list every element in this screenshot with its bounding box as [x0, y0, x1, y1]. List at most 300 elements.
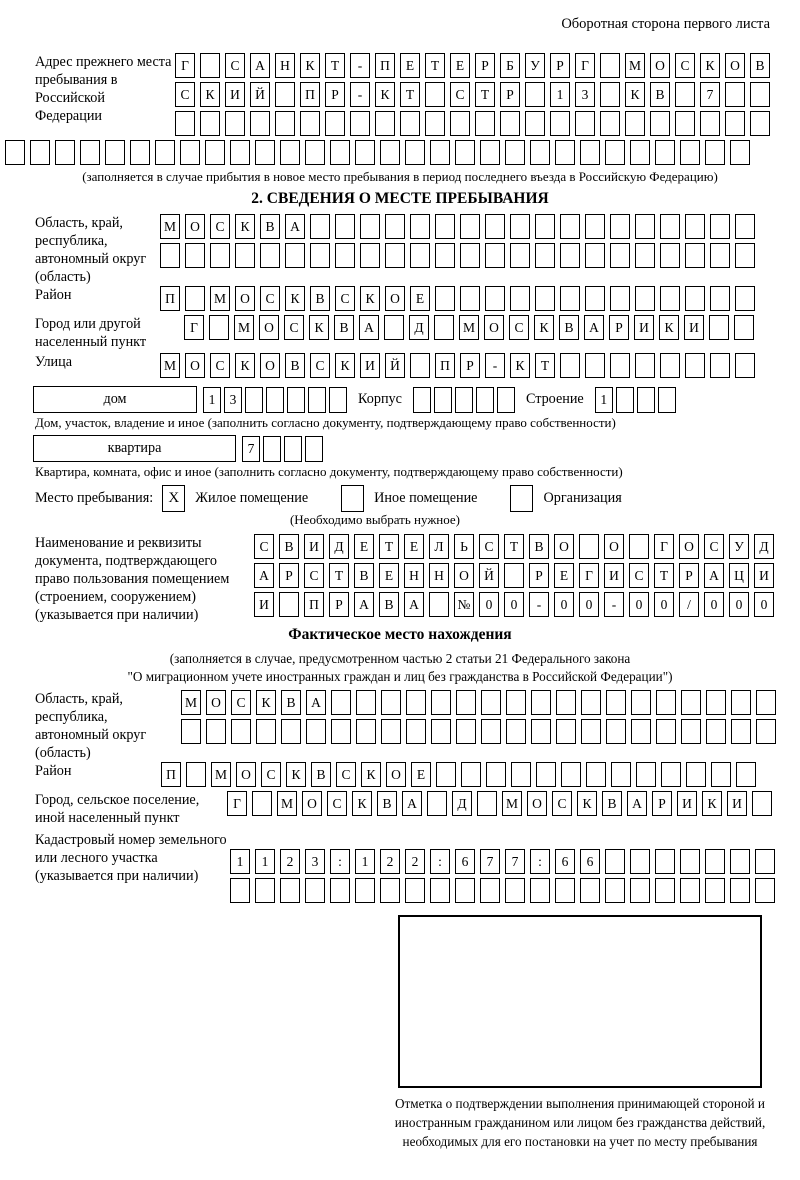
char-cell[interactable]: Е [410, 286, 430, 311]
char-cell[interactable] [331, 719, 351, 744]
char-cell[interactable] [705, 878, 725, 903]
char-cell[interactable] [497, 387, 515, 413]
char-cell[interactable] [450, 111, 470, 136]
char-cell[interactable]: К [235, 353, 255, 378]
char-cell[interactable] [425, 82, 445, 107]
organization-checkbox[interactable] [510, 485, 533, 512]
char-cell[interactable] [531, 719, 551, 744]
char-cell[interactable]: Г [579, 563, 599, 588]
char-cell[interactable] [505, 878, 525, 903]
char-cell[interactable] [685, 286, 705, 311]
char-cell[interactable]: 1 [230, 849, 250, 874]
char-cell[interactable]: С [210, 214, 230, 239]
char-cell[interactable]: Р [475, 53, 495, 78]
char-cell[interactable]: А [250, 53, 270, 78]
char-cell[interactable]: В [334, 315, 354, 340]
char-cell[interactable]: Д [329, 534, 349, 559]
char-cell[interactable] [605, 849, 625, 874]
char-cell[interactable] [455, 878, 475, 903]
char-cell[interactable]: 1 [255, 849, 275, 874]
char-cell[interactable] [185, 243, 205, 268]
char-cell[interactable]: Е [354, 534, 374, 559]
char-cell[interactable]: И [634, 315, 654, 340]
char-cell[interactable] [504, 563, 524, 588]
char-cell[interactable] [600, 82, 620, 107]
char-cell[interactable]: К [285, 286, 305, 311]
char-cell[interactable] [710, 214, 730, 239]
char-cell[interactable]: А [402, 791, 422, 816]
char-cell[interactable] [560, 243, 580, 268]
char-cell[interactable]: П [300, 82, 320, 107]
char-cell[interactable] [658, 387, 676, 413]
char-cell[interactable] [680, 849, 700, 874]
char-cell[interactable]: У [525, 53, 545, 78]
char-cell[interactable] [300, 111, 320, 136]
char-cell[interactable]: 6 [455, 849, 475, 874]
char-cell[interactable]: К [702, 791, 722, 816]
char-cell[interactable]: 0 [729, 592, 749, 617]
char-cell[interactable] [305, 436, 323, 462]
char-cell[interactable] [625, 111, 645, 136]
char-cell[interactable]: О [484, 315, 504, 340]
char-cell[interactable] [560, 214, 580, 239]
char-cell[interactable]: К [300, 53, 320, 78]
char-cell[interactable] [637, 387, 655, 413]
char-cell[interactable]: Т [475, 82, 495, 107]
char-cell[interactable]: Е [411, 762, 431, 787]
char-cell[interactable] [385, 243, 405, 268]
char-cell[interactable]: С [310, 353, 330, 378]
char-cell[interactable]: Р [652, 791, 672, 816]
char-cell[interactable]: Р [679, 563, 699, 588]
char-cell[interactable]: С [304, 563, 324, 588]
char-cell[interactable]: Ь [454, 534, 474, 559]
char-cell[interactable] [635, 243, 655, 268]
char-cell[interactable]: В [379, 592, 399, 617]
char-cell[interactable] [575, 111, 595, 136]
char-cell[interactable] [310, 243, 330, 268]
char-cell[interactable]: 2 [405, 849, 425, 874]
char-cell[interactable] [581, 690, 601, 715]
char-cell[interactable]: М [160, 353, 180, 378]
char-cell[interactable]: В [260, 214, 280, 239]
char-cell[interactable]: Е [400, 53, 420, 78]
char-cell[interactable] [385, 214, 405, 239]
char-cell[interactable] [410, 214, 430, 239]
char-cell[interactable] [610, 353, 630, 378]
char-cell[interactable]: Р [325, 82, 345, 107]
char-cell[interactable]: О [206, 690, 226, 715]
char-cell[interactable]: Р [500, 82, 520, 107]
char-cell[interactable]: К [200, 82, 220, 107]
char-cell[interactable] [485, 214, 505, 239]
char-cell[interactable]: М [459, 315, 479, 340]
char-cell[interactable] [685, 214, 705, 239]
char-cell[interactable] [561, 762, 581, 787]
char-cell[interactable] [525, 111, 545, 136]
char-cell[interactable] [506, 690, 526, 715]
char-cell[interactable] [610, 214, 630, 239]
char-cell[interactable]: Й [479, 563, 499, 588]
char-cell[interactable] [630, 849, 650, 874]
char-cell[interactable] [600, 53, 620, 78]
char-cell[interactable] [585, 243, 605, 268]
char-cell[interactable]: А [359, 315, 379, 340]
char-cell[interactable] [735, 353, 755, 378]
char-cell[interactable] [685, 243, 705, 268]
char-cell[interactable] [355, 878, 375, 903]
char-cell[interactable] [435, 214, 455, 239]
char-cell[interactable]: О [725, 53, 745, 78]
char-cell[interactable] [350, 111, 370, 136]
char-cell[interactable] [511, 762, 531, 787]
char-cell[interactable]: Д [452, 791, 472, 816]
char-cell[interactable]: О [185, 353, 205, 378]
char-cell[interactable] [710, 286, 730, 311]
char-cell[interactable] [130, 140, 150, 165]
char-cell[interactable]: О [386, 762, 406, 787]
char-cell[interactable] [431, 690, 451, 715]
char-cell[interactable]: О [236, 762, 256, 787]
char-cell[interactable]: 3 [575, 82, 595, 107]
char-cell[interactable] [431, 719, 451, 744]
char-cell[interactable] [255, 140, 275, 165]
char-cell[interactable] [435, 243, 455, 268]
char-cell[interactable]: В [281, 690, 301, 715]
char-cell[interactable] [335, 214, 355, 239]
char-cell[interactable] [380, 878, 400, 903]
char-cell[interactable] [155, 140, 175, 165]
char-cell[interactable]: С [336, 762, 356, 787]
char-cell[interactable]: О [302, 791, 322, 816]
char-cell[interactable] [735, 286, 755, 311]
char-cell[interactable] [486, 762, 506, 787]
char-cell[interactable] [631, 719, 651, 744]
char-cell[interactable]: С [210, 353, 230, 378]
char-cell[interactable] [335, 243, 355, 268]
char-cell[interactable]: В [354, 563, 374, 588]
char-cell[interactable] [605, 140, 625, 165]
char-cell[interactable]: С [479, 534, 499, 559]
char-cell[interactable] [260, 243, 280, 268]
char-cell[interactable] [630, 140, 650, 165]
char-cell[interactable]: И [225, 82, 245, 107]
char-cell[interactable]: К [352, 791, 372, 816]
char-cell[interactable]: 3 [305, 849, 325, 874]
char-cell[interactable] [481, 719, 501, 744]
char-cell[interactable] [710, 243, 730, 268]
char-cell[interactable] [711, 762, 731, 787]
char-cell[interactable]: С [629, 563, 649, 588]
char-cell[interactable] [406, 719, 426, 744]
other-premises-checkbox[interactable] [341, 485, 364, 512]
char-cell[interactable] [200, 111, 220, 136]
char-cell[interactable] [206, 719, 226, 744]
char-cell[interactable] [181, 719, 201, 744]
char-cell[interactable]: С [225, 53, 245, 78]
char-cell[interactable]: П [304, 592, 324, 617]
char-cell[interactable]: 1 [595, 387, 613, 413]
char-cell[interactable] [427, 791, 447, 816]
char-cell[interactable] [629, 534, 649, 559]
char-cell[interactable]: Ц [729, 563, 749, 588]
char-cell[interactable] [700, 111, 720, 136]
char-cell[interactable] [680, 878, 700, 903]
char-cell[interactable]: 7 [480, 849, 500, 874]
char-cell[interactable] [610, 243, 630, 268]
char-cell[interactable]: Т [654, 563, 674, 588]
char-cell[interactable] [325, 111, 345, 136]
char-cell[interactable]: К [361, 762, 381, 787]
char-cell[interactable] [305, 878, 325, 903]
char-cell[interactable]: О [385, 286, 405, 311]
char-cell[interactable]: В [650, 82, 670, 107]
char-cell[interactable] [235, 243, 255, 268]
char-cell[interactable]: И [727, 791, 747, 816]
char-cell[interactable] [635, 286, 655, 311]
char-cell[interactable] [536, 762, 556, 787]
char-cell[interactable] [436, 762, 456, 787]
char-cell[interactable]: П [375, 53, 395, 78]
char-cell[interactable] [477, 791, 497, 816]
char-cell[interactable]: В [377, 791, 397, 816]
char-cell[interactable] [686, 762, 706, 787]
char-cell[interactable] [586, 762, 606, 787]
char-cell[interactable]: Т [400, 82, 420, 107]
char-cell[interactable] [555, 878, 575, 903]
char-cell[interactable] [405, 878, 425, 903]
char-cell[interactable] [330, 140, 350, 165]
char-cell[interactable] [655, 140, 675, 165]
char-cell[interactable] [410, 243, 430, 268]
char-cell[interactable] [675, 82, 695, 107]
char-cell[interactable] [635, 214, 655, 239]
char-cell[interactable]: В [602, 791, 622, 816]
char-cell[interactable] [510, 214, 530, 239]
char-cell[interactable] [230, 140, 250, 165]
char-cell[interactable] [581, 719, 601, 744]
char-cell[interactable] [330, 878, 350, 903]
char-cell[interactable] [660, 286, 680, 311]
char-cell[interactable]: - [350, 53, 370, 78]
char-cell[interactable] [252, 791, 272, 816]
char-cell[interactable] [381, 690, 401, 715]
char-cell[interactable] [275, 82, 295, 107]
char-cell[interactable]: К [375, 82, 395, 107]
char-cell[interactable] [660, 243, 680, 268]
char-cell[interactable] [585, 286, 605, 311]
char-cell[interactable] [250, 111, 270, 136]
char-cell[interactable] [650, 111, 670, 136]
char-cell[interactable] [730, 140, 750, 165]
char-cell[interactable] [660, 353, 680, 378]
char-cell[interactable] [610, 286, 630, 311]
char-cell[interactable]: Д [754, 534, 774, 559]
char-cell[interactable] [460, 286, 480, 311]
char-cell[interactable]: 0 [504, 592, 524, 617]
char-cell[interactable] [580, 878, 600, 903]
char-cell[interactable]: К [534, 315, 554, 340]
char-cell[interactable] [210, 243, 230, 268]
char-cell[interactable]: С [335, 286, 355, 311]
char-cell[interactable]: Й [250, 82, 270, 107]
char-cell[interactable] [631, 690, 651, 715]
char-cell[interactable]: А [584, 315, 604, 340]
char-cell[interactable] [460, 214, 480, 239]
char-cell[interactable]: И [360, 353, 380, 378]
char-cell[interactable] [255, 878, 275, 903]
char-cell[interactable]: В [279, 534, 299, 559]
char-cell[interactable]: А [254, 563, 274, 588]
char-cell[interactable]: Е [554, 563, 574, 588]
char-cell[interactable]: Н [275, 53, 295, 78]
char-cell[interactable] [434, 315, 454, 340]
char-cell[interactable]: Г [654, 534, 674, 559]
char-cell[interactable]: Н [404, 563, 424, 588]
char-cell[interactable] [413, 387, 431, 413]
char-cell[interactable] [460, 243, 480, 268]
char-cell[interactable]: - [485, 353, 505, 378]
char-cell[interactable]: К [510, 353, 530, 378]
char-cell[interactable]: О [260, 353, 280, 378]
char-cell[interactable] [186, 762, 206, 787]
char-cell[interactable] [585, 214, 605, 239]
char-cell[interactable] [556, 690, 576, 715]
char-cell[interactable]: О [527, 791, 547, 816]
char-cell[interactable] [185, 286, 205, 311]
char-cell[interactable] [287, 387, 305, 413]
char-cell[interactable]: М [181, 690, 201, 715]
char-cell[interactable]: С [260, 286, 280, 311]
char-cell[interactable] [550, 111, 570, 136]
char-cell[interactable]: С [327, 791, 347, 816]
char-cell[interactable] [485, 286, 505, 311]
char-cell[interactable] [535, 286, 555, 311]
char-cell[interactable] [681, 690, 701, 715]
char-cell[interactable] [331, 690, 351, 715]
char-cell[interactable]: 6 [580, 849, 600, 874]
char-cell[interactable]: Р [529, 563, 549, 588]
char-cell[interactable] [284, 436, 302, 462]
char-cell[interactable]: К [235, 214, 255, 239]
char-cell[interactable] [635, 353, 655, 378]
char-cell[interactable] [709, 315, 729, 340]
char-cell[interactable]: М [502, 791, 522, 816]
char-cell[interactable]: / [679, 592, 699, 617]
char-cell[interactable]: О [259, 315, 279, 340]
char-cell[interactable]: С [552, 791, 572, 816]
char-cell[interactable]: Л [429, 534, 449, 559]
char-cell[interactable] [730, 849, 750, 874]
char-cell[interactable]: И [254, 592, 274, 617]
char-cell[interactable]: А [306, 690, 326, 715]
char-cell[interactable] [281, 719, 301, 744]
char-cell[interactable]: С [231, 690, 251, 715]
char-cell[interactable] [500, 111, 520, 136]
char-cell[interactable]: В [529, 534, 549, 559]
char-cell[interactable]: Г [175, 53, 195, 78]
char-cell[interactable] [209, 315, 229, 340]
char-cell[interactable]: С [450, 82, 470, 107]
char-cell[interactable] [750, 111, 770, 136]
char-cell[interactable] [630, 878, 650, 903]
char-cell[interactable]: Г [184, 315, 204, 340]
char-cell[interactable]: 6 [555, 849, 575, 874]
char-cell[interactable] [405, 140, 425, 165]
char-cell[interactable] [685, 353, 705, 378]
char-cell[interactable] [706, 719, 726, 744]
char-cell[interactable]: О [604, 534, 624, 559]
char-cell[interactable]: П [161, 762, 181, 787]
char-cell[interactable]: А [354, 592, 374, 617]
char-cell[interactable]: 0 [654, 592, 674, 617]
char-cell[interactable]: 1 [355, 849, 375, 874]
char-cell[interactable] [530, 140, 550, 165]
char-cell[interactable]: Т [379, 534, 399, 559]
char-cell[interactable]: - [529, 592, 549, 617]
char-cell[interactable]: О [679, 534, 699, 559]
char-cell[interactable] [5, 140, 25, 165]
char-cell[interactable]: С [175, 82, 195, 107]
char-cell[interactable]: К [700, 53, 720, 78]
char-cell[interactable] [579, 534, 599, 559]
char-cell[interactable] [275, 111, 295, 136]
char-cell[interactable]: А [627, 791, 647, 816]
char-cell[interactable]: 2 [380, 849, 400, 874]
char-cell[interactable]: В [311, 762, 331, 787]
char-cell[interactable]: Р [609, 315, 629, 340]
char-cell[interactable]: 0 [754, 592, 774, 617]
char-cell[interactable]: М [625, 53, 645, 78]
char-cell[interactable] [180, 140, 200, 165]
char-cell[interactable] [461, 762, 481, 787]
char-cell[interactable] [455, 140, 475, 165]
char-cell[interactable] [585, 353, 605, 378]
char-cell[interactable] [606, 690, 626, 715]
char-cell[interactable]: К [625, 82, 645, 107]
char-cell[interactable] [456, 690, 476, 715]
char-cell[interactable]: И [304, 534, 324, 559]
char-cell[interactable]: С [254, 534, 274, 559]
char-cell[interactable] [655, 849, 675, 874]
char-cell[interactable]: 1 [550, 82, 570, 107]
char-cell[interactable] [560, 353, 580, 378]
char-cell[interactable] [656, 690, 676, 715]
char-cell[interactable]: А [704, 563, 724, 588]
char-cell[interactable]: С [284, 315, 304, 340]
char-cell[interactable] [580, 140, 600, 165]
char-cell[interactable]: П [160, 286, 180, 311]
char-cell[interactable] [355, 140, 375, 165]
char-cell[interactable] [725, 111, 745, 136]
char-cell[interactable] [675, 111, 695, 136]
char-cell[interactable]: Б [500, 53, 520, 78]
char-cell[interactable]: О [650, 53, 670, 78]
char-cell[interactable] [734, 315, 754, 340]
char-cell[interactable]: К [577, 791, 597, 816]
char-cell[interactable]: Т [535, 353, 555, 378]
char-cell[interactable]: О [185, 214, 205, 239]
char-cell[interactable]: 7 [242, 436, 260, 462]
char-cell[interactable]: Г [575, 53, 595, 78]
char-cell[interactable]: 0 [479, 592, 499, 617]
char-cell[interactable]: М [234, 315, 254, 340]
char-cell[interactable] [400, 111, 420, 136]
char-cell[interactable] [55, 140, 75, 165]
char-cell[interactable] [510, 286, 530, 311]
char-cell[interactable] [384, 315, 404, 340]
char-cell[interactable] [660, 214, 680, 239]
